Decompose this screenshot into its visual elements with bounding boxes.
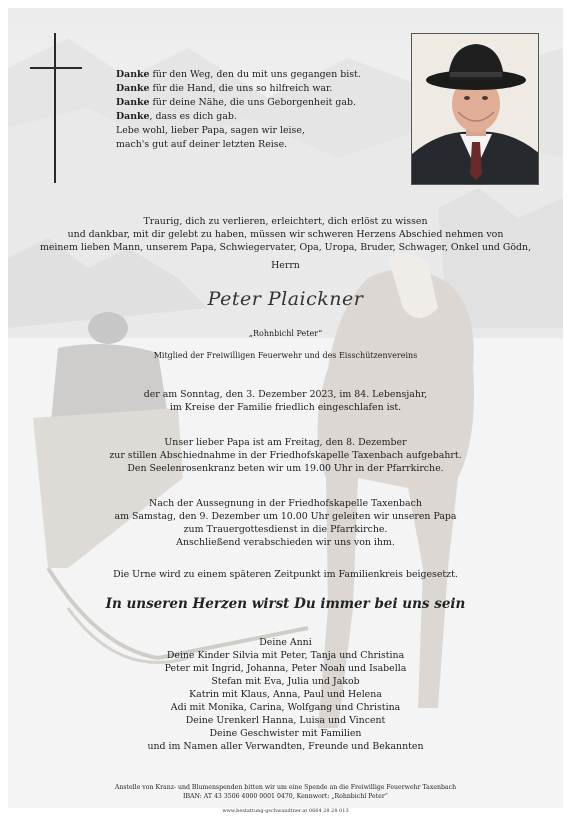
poem-line: Danke für den Weg, den du mit uns gegangen bist. <box>116 69 361 80</box>
deceased-name: Peter Plaickner <box>207 288 364 310</box>
thanks-poem <box>116 68 406 152</box>
family-line: Katrin mit Klaus, Anna, Paul und Helena <box>189 689 382 700</box>
funeral-line: am Samstag, den 9. Dezember um 10.00 Uhr geleiten wir unseren Papa <box>114 511 457 522</box>
family-line: und im Namen aller Verwandten, Freunde und Bekannten <box>147 741 424 752</box>
family-line: Deine Kinder Silvia mit Peter, Tanja und Christina <box>166 650 405 661</box>
salutation: Herrn <box>271 260 300 271</box>
death-line: im Kreise der Familie friedlich eingeschlafen ist. <box>169 402 402 413</box>
donation-note <box>20 783 551 801</box>
death-line: der am Sonntag, den 3. Dezember 2023, im 84. Lebensjahr, <box>143 389 428 400</box>
intro-text <box>20 215 551 254</box>
imprint: www.bestattung-gschwandtner.at 0664 28 28 013 <box>222 808 349 814</box>
poem-line: mach's gut auf deiner letzten Reise. <box>116 139 288 150</box>
poem-line: Lebe wohl, lieber Papa, sagen wir leise, <box>116 125 305 136</box>
donation-line: IBAN: AT 43 3506 4000 0001 0470, Kennwort: „Rohnbichl Peter“ <box>183 793 388 800</box>
poem-line: Danke für die Hand, die uns so hilfreich war. <box>116 83 333 94</box>
death-notice <box>20 388 551 414</box>
viewing-line: zur stillen Abschiednahme in der Friedhofskapelle Taxenbach aufgebahrt. <box>109 450 462 461</box>
funeral-info <box>20 497 551 549</box>
viewing-info <box>20 436 551 475</box>
family-line: Deine Urenkerl Hanna, Luisa und Vincent <box>185 715 386 726</box>
family-line: Deine Anni <box>259 637 312 648</box>
family-line: Deine Geschwister mit Familien <box>209 728 362 739</box>
intro-line: Traurig, dich zu verlieren, erleichtert, dich erlöst zu wissen <box>143 216 428 227</box>
family-line: Stefan mit Eva, Julia und Jakob <box>211 676 360 687</box>
portrait-photo <box>411 33 539 185</box>
funeral-line: Nach der Aussegnung in der Friedhofskapelle Taxenbach <box>149 498 422 509</box>
poem-line: Danke, dass es dich gab. <box>116 111 237 122</box>
urn-info: Die Urne wird zu einem späteren Zeitpunkt im Familienkreis beigesetzt. <box>113 569 458 580</box>
funeral-line: Anschließend verabschieden wir uns von ihm. <box>176 537 395 548</box>
intro-line: und dankbar, mit dir gelebt zu haben, müssen wir schweren Herzens Abschied nehmen von <box>67 229 504 240</box>
family-line: Peter mit Ingrid, Johanna, Peter Noah und Isabella <box>164 663 407 674</box>
cross-horizontal <box>30 67 82 69</box>
membership: Mitglied der Freiwilligen Feuerwehr und des Eisschützenvereins <box>153 351 418 360</box>
family-list <box>20 636 551 753</box>
intro-line: meinem lieben Mann, unserem Papa, Schwiegervater, Opa, Uropa, Bruder, Schwager, Onkel und Gödn, <box>39 242 532 253</box>
nickname: „Rohnbichl Peter“ <box>248 329 323 338</box>
poem-line: Danke für deine Nähe, die uns Geborgenheit gab. <box>116 97 356 108</box>
viewing-line: Unser lieber Papa ist am Freitag, den 8. Dezember <box>164 437 407 448</box>
portrait-illustration <box>412 34 539 185</box>
cross-vertical <box>54 33 56 183</box>
viewing-line: Den Seelenrosenkranz beten wir um 19.00 Uhr in der Pfarrkirche. <box>127 463 444 474</box>
motto: In unseren Herzen wirst Du immer bei uns sein <box>105 596 466 612</box>
family-line: Adi mit Monika, Carina, Wolfgang und Christina <box>170 702 401 713</box>
funeral-line: zum Trauergottesdienst in die Pfarrkirche. <box>183 524 388 535</box>
donation-line: Anstelle von Kranz- und Blumenspenden bitten wir um eine Spende an die Freiwillige Feuerwehr Taxenbach <box>114 784 457 791</box>
